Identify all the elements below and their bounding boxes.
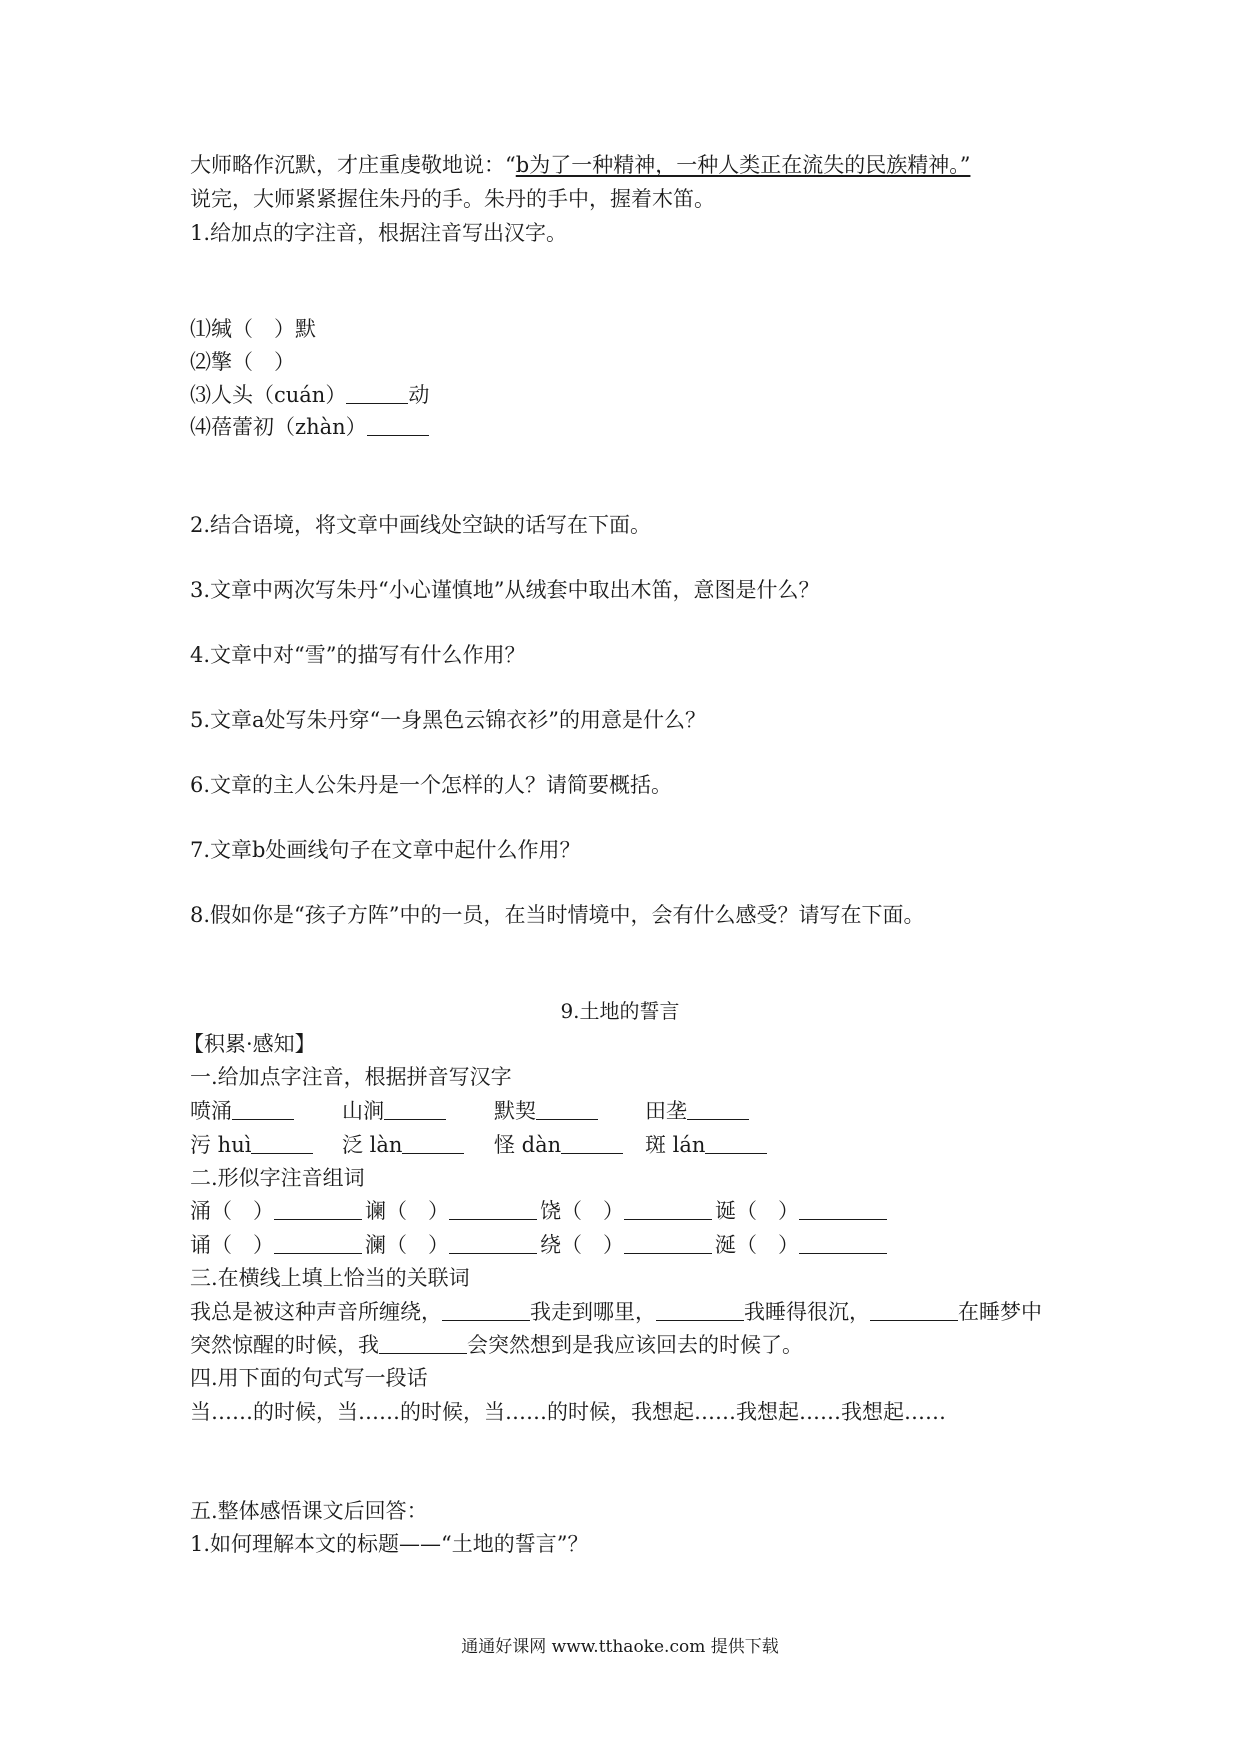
answer-blank[interactable]	[799, 1201, 887, 1220]
item-3	[190, 381, 429, 409]
question-8: 8.假如你是“孩子方阵”中的一员，在当时情境中，会有什么感受？请写在下面。	[190, 903, 925, 927]
similar-char-item: 谰（ ）	[365, 1197, 537, 1225]
lesson-title: 9.土地的誓言	[560, 999, 680, 1023]
similar-char-item: 澜（ ）	[365, 1231, 537, 1259]
item-1: ⑴缄（ ）默	[190, 317, 316, 341]
question-5: 5.文章a处写朱丹穿“一身黑色云锦衣衫”的用意是什么？	[190, 708, 707, 732]
section-3-line-2: 突然惊醒的时候，我 会突然想到是我应该回去的时候了。	[190, 1333, 803, 1357]
item-3-suffix: 动	[408, 383, 430, 407]
answer-blank[interactable]	[384, 1101, 446, 1120]
answer-blank[interactable]	[367, 417, 429, 436]
answer-blank[interactable]	[536, 1101, 598, 1120]
section-3-line-1: 我总是被这种声音所缠绕， 我走到哪里， 我睡得很沉， 在睡梦中	[190, 1300, 1042, 1324]
word-item: 污 huì	[190, 1131, 313, 1159]
answer-blank[interactable]	[232, 1101, 294, 1120]
similar-char-item: 涌（ ）	[190, 1197, 362, 1225]
question-4: 4.文章中对“雪”的描写有什么作用？	[190, 643, 526, 667]
answer-blank[interactable]	[561, 1135, 623, 1154]
answer-blank[interactable]	[687, 1101, 749, 1120]
answer-blank[interactable]	[799, 1235, 887, 1254]
answer-blank[interactable]	[274, 1235, 362, 1254]
answer-blank[interactable]	[624, 1201, 712, 1220]
answer-blank[interactable]	[442, 1302, 530, 1321]
question-6: 6.文章的主人公朱丹是一个怎样的人？请简要概括。	[190, 773, 673, 797]
item-4-text: ⑷蓓蕾初（zhàn）	[190, 415, 367, 439]
answer-blank[interactable]	[870, 1302, 958, 1321]
word-item: 田垄	[645, 1097, 749, 1125]
section-3-heading: 三.在横线上填上恰当的关联词	[190, 1266, 470, 1290]
section-5-question-1: 1.如何理解本文的标题——“土地的誓言”？	[190, 1532, 589, 1556]
question-1: 1.给加点的字注音，根据注音写出汉字。	[190, 221, 568, 245]
similar-char-item: 绕（ ）	[540, 1231, 712, 1259]
intro-line-2: 说完，大师紧紧握住朱丹的手。朱丹的手中，握着木笛。	[190, 187, 715, 211]
section-4-heading: 四.用下面的句式写一段话	[190, 1366, 428, 1390]
question-2: 2.结合语境，将文章中画线处空缺的话写在下面。	[190, 513, 652, 537]
word-item: 默契	[494, 1097, 598, 1125]
section-header: 【积累·感知】	[183, 1032, 316, 1056]
intro-text: 大师略作沉默，才庄重虔敬地说：“	[190, 153, 516, 177]
question-3: 3.文章中两次写朱丹“小心谨慎地”从绒套中取出木笛，意图是什么？	[190, 578, 820, 602]
underlined-sentence-b: b为了一种精神，一种人类正在流失的民族精神。”	[515, 153, 971, 177]
answer-blank[interactable]	[346, 385, 408, 404]
item-2: ⑵擎（ ）	[190, 350, 295, 374]
intro-line-1	[190, 151, 970, 179]
answer-blank[interactable]	[449, 1235, 537, 1254]
word-item: 怪 dàn	[494, 1131, 623, 1159]
section-5-heading: 五.整体感悟课文后回答：	[190, 1499, 428, 1523]
similar-char-item: 饶（ ）	[540, 1197, 712, 1225]
answer-blank[interactable]	[705, 1135, 767, 1154]
word-item: 斑 lán	[645, 1131, 767, 1159]
section-1-heading: 一.给加点字注音，根据拼音写汉字	[190, 1065, 512, 1089]
item-4	[190, 413, 429, 441]
similar-char-item: 诞（ ）	[715, 1197, 887, 1225]
word-item: 喷涌	[190, 1097, 294, 1125]
word-item: 山涧	[342, 1097, 446, 1125]
answer-blank[interactable]	[402, 1135, 464, 1154]
answer-blank[interactable]	[449, 1201, 537, 1220]
section-2-heading: 二.形似字注音组词	[190, 1166, 365, 1190]
question-7: 7.文章b处画线句子在文章中起什么作用？	[190, 838, 581, 862]
word-item: 泛 làn	[342, 1131, 464, 1159]
sentence-pattern: 当……的时候，当……的时候，当……的时候，我想起……我想起……我想起……	[190, 1400, 946, 1424]
answer-blank[interactable]	[251, 1135, 313, 1154]
similar-char-item: 涎（ ）	[715, 1231, 887, 1259]
answer-blank[interactable]	[379, 1335, 467, 1354]
answer-blank[interactable]	[624, 1235, 712, 1254]
similar-char-item: 诵（ ）	[190, 1231, 362, 1259]
answer-blank[interactable]	[656, 1302, 744, 1321]
answer-blank[interactable]	[274, 1201, 362, 1220]
page-footer: 通通好课网 www.tthaoke.com 提供下载	[461, 1637, 779, 1657]
item-3-text: ⑶人头（cuán）	[190, 383, 347, 407]
